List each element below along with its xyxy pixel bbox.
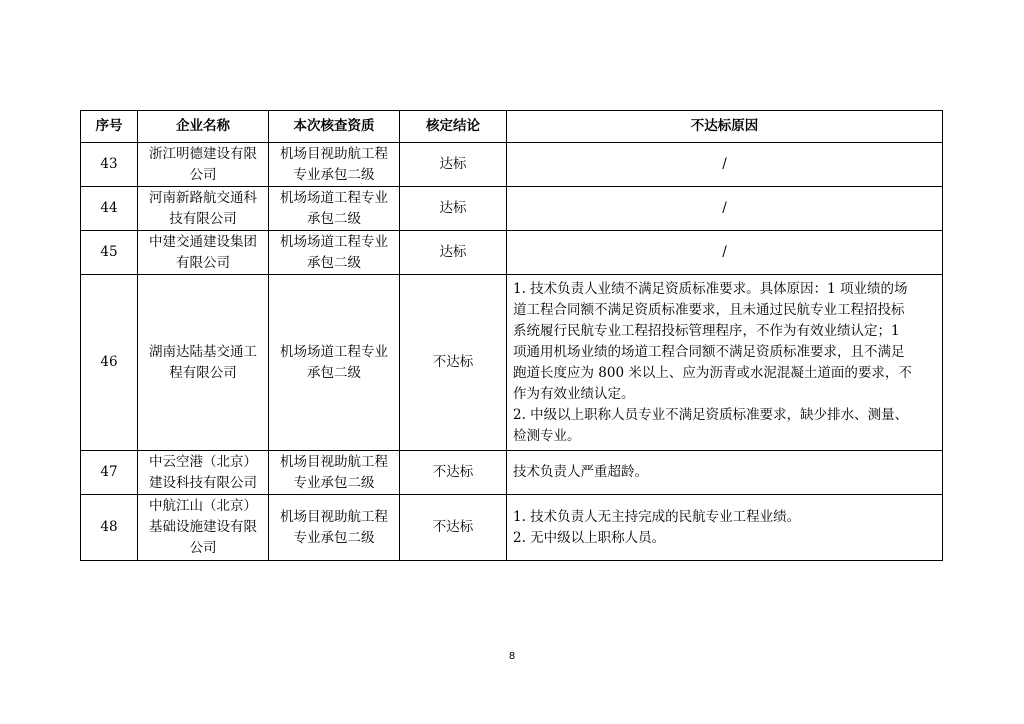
- cell-company: [138, 143, 269, 187]
- cell-reason: [507, 451, 943, 495]
- header-company: 企业名称: [138, 111, 269, 143]
- cell-qualification: [269, 231, 400, 275]
- cell-reason: [507, 231, 943, 275]
- reason-line: 2. 中级以上职称人员专业不满足资质标准要求，缺少排水、测量、: [513, 406, 909, 423]
- cell-result: 达标: [400, 187, 507, 231]
- table-row: [81, 143, 943, 187]
- company-name-line: 中建交通建设集团: [149, 233, 257, 250]
- reason-line: 技术负责人严重超龄。: [513, 464, 648, 480]
- company-name-line: 湖南达陆基交通工: [149, 343, 257, 360]
- qualification-line: 机场目视助航工程: [280, 453, 388, 470]
- page-number: 8: [508, 651, 516, 662]
- reason-line: 1. 技术负责人无主持完成的民航专业工程业绩。: [513, 508, 801, 525]
- cell-company: [138, 451, 269, 495]
- table-row: [81, 495, 943, 561]
- reason-line: /: [722, 244, 727, 260]
- cell-qualification: [269, 187, 400, 231]
- qualification-line: 承包二级: [307, 254, 361, 271]
- qualification-line: 机场目视助航工程: [280, 508, 388, 525]
- table-row: [81, 275, 943, 451]
- cell-result: 不达标: [400, 275, 507, 451]
- qualification-line: 专业承包二级: [293, 474, 375, 491]
- cell-result: 达标: [400, 143, 507, 187]
- company-name-line: 有限公司: [176, 254, 230, 271]
- company-name-line: 基础设施建设有限: [149, 519, 257, 535]
- company-name-line: 公司: [189, 540, 217, 556]
- cell-seq: 48: [81, 495, 138, 561]
- qualification-line: 机场场道工程专业: [280, 233, 388, 250]
- qualification-review-table: [80, 110, 943, 561]
- cell-seq: 46: [81, 275, 138, 451]
- qualification-line: 专业承包二级: [293, 529, 375, 546]
- company-name-line: 建设科技有限公司: [149, 474, 257, 491]
- reason-line: 1. 技术负责人业绩不满足资质标准要求。具体原因：1 项业绩的场: [513, 280, 908, 297]
- qualification-line: 机场场道工程专业: [280, 343, 388, 360]
- reason-line: 检测专业。: [513, 427, 581, 444]
- cell-qualification: [269, 495, 400, 561]
- qualification-line: 承包二级: [307, 364, 361, 381]
- cell-reason: [507, 187, 943, 231]
- header-result: 核定结论: [400, 111, 507, 143]
- cell-seq: 43: [81, 143, 138, 187]
- header-reason: 不达标原因: [507, 111, 943, 143]
- cell-result: 不达标: [400, 451, 507, 495]
- cell-company: [138, 495, 269, 561]
- company-name-line: 浙江明德建设有限: [149, 145, 257, 162]
- qualification-line: 机场目视助航工程: [280, 145, 388, 162]
- reason-line: /: [722, 200, 727, 216]
- qualification-line: 承包二级: [307, 210, 361, 227]
- cell-reason: [507, 143, 943, 187]
- company-name-line: 河南新路航交通科: [149, 189, 257, 206]
- qualification-line: 机场场道工程专业: [280, 189, 388, 206]
- company-name-line: 中航江山（北京）: [149, 498, 257, 514]
- reason-line: 2. 无中级以上职称人员。: [513, 529, 666, 546]
- cell-qualification: [269, 143, 400, 187]
- reason-line: 作为有效业绩认定。: [513, 385, 635, 402]
- cell-seq: 44: [81, 187, 138, 231]
- header-qualification: 本次核查资质: [269, 111, 400, 143]
- cell-qualification: [269, 451, 400, 495]
- cell-result: 达标: [400, 231, 507, 275]
- company-name-line: 程有限公司: [169, 364, 237, 381]
- cell-reason: [507, 275, 943, 451]
- reason-line: 系统履行民航专业工程招投标管理程序，不作为有效业绩认定；1: [513, 322, 900, 339]
- table-row: [81, 451, 943, 495]
- company-name-line: 技有限公司: [169, 210, 237, 227]
- table-row: [81, 231, 943, 275]
- cell-seq: 45: [81, 231, 138, 275]
- reason-line: 道工程合同额不满足资质标准要求，且未通过民航专业工程招投标: [513, 301, 905, 318]
- table-row: [81, 187, 943, 231]
- cell-company: [138, 231, 269, 275]
- company-name-line: 中云空港（北京）: [149, 453, 257, 470]
- reason-line: 跑道长度应为 800 米以上、应为沥青或水泥混凝土道面的要求，不: [513, 364, 912, 381]
- cell-company: [138, 275, 269, 451]
- header-seq: 序号: [81, 111, 138, 143]
- reason-line: /: [722, 156, 727, 172]
- table-header-row: [81, 111, 943, 143]
- cell-reason: [507, 495, 943, 561]
- cell-company: [138, 187, 269, 231]
- reason-line: 项通用机场业绩的场道工程合同额不满足资质标准要求，且不满足: [513, 343, 905, 360]
- company-name-line: 公司: [189, 166, 217, 183]
- cell-seq: 47: [81, 451, 138, 495]
- cell-result: 不达标: [400, 495, 507, 561]
- cell-qualification: [269, 275, 400, 451]
- qualification-line: 专业承包二级: [293, 166, 375, 183]
